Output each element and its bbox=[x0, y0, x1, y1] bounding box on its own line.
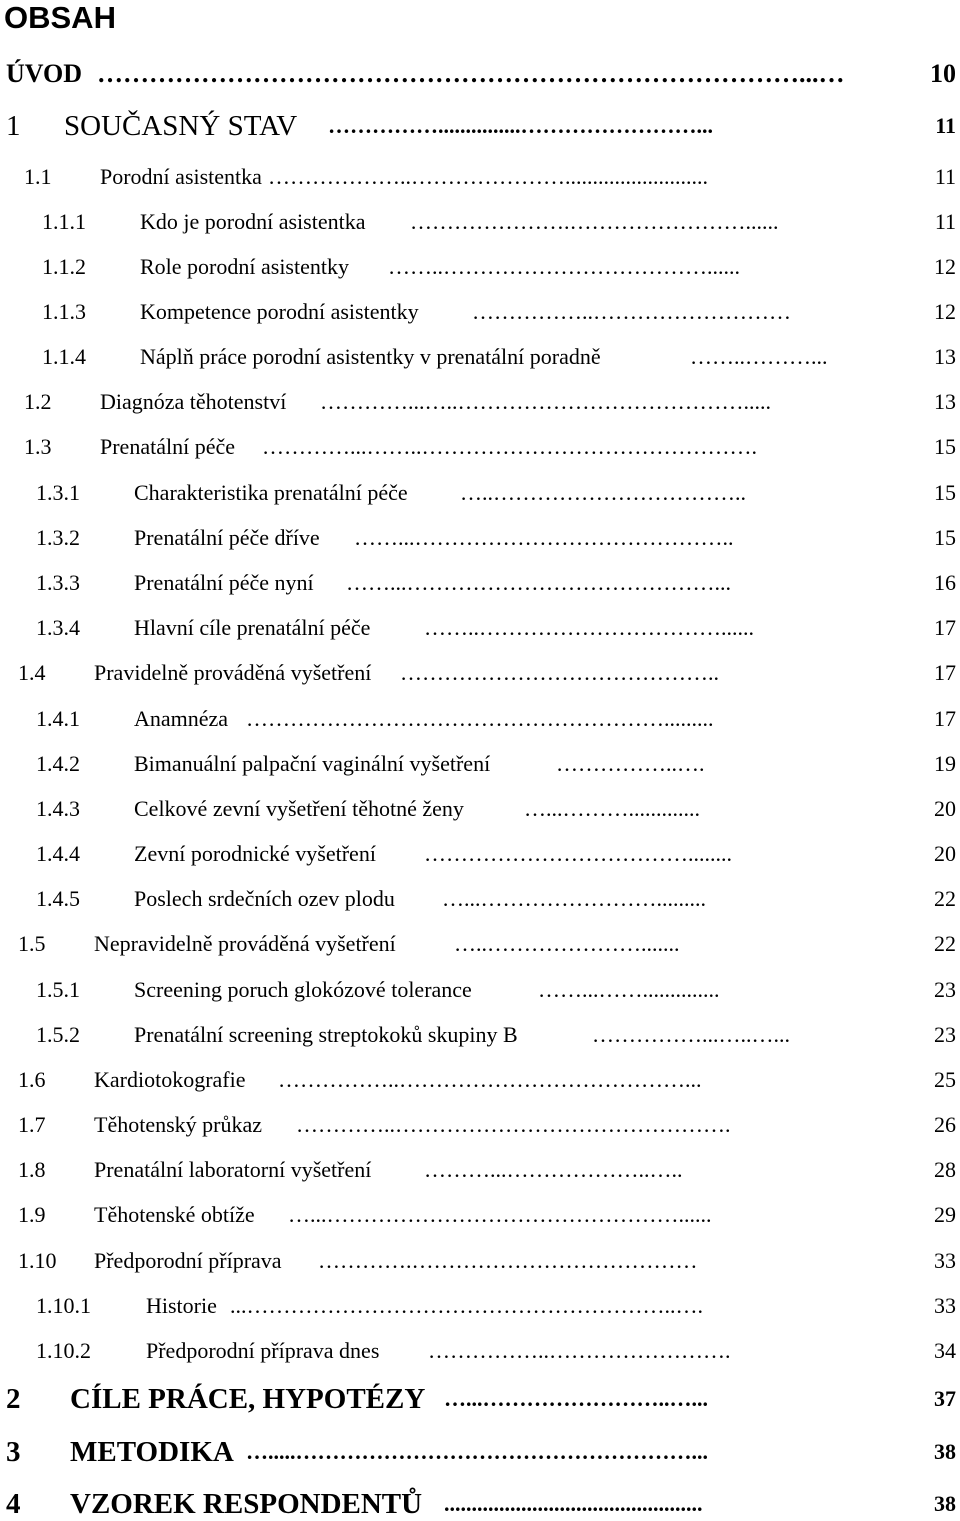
toc-entry-title: Prenatální péče bbox=[100, 434, 235, 459]
toc-page-number: 22 bbox=[934, 886, 956, 911]
toc-entry-title: Bimanuální palpační vaginální vyšetření bbox=[134, 751, 491, 776]
toc-page-number: 15 bbox=[934, 434, 956, 459]
toc-entry-title: Náplň práce porodní asistentky v prenatální poradně bbox=[140, 344, 601, 369]
toc-entry-title: Historie bbox=[146, 1293, 217, 1318]
toc-page-number: 33 bbox=[934, 1293, 956, 1318]
toc-page-number: 23 bbox=[934, 977, 956, 1002]
toc-page-number: 15 bbox=[934, 525, 956, 550]
toc-entry-number: 1.4.3 bbox=[36, 796, 80, 821]
toc-leader: …………...……..………………………………………. bbox=[262, 434, 757, 459]
toc-page-number: 13 bbox=[934, 344, 956, 369]
toc-entry-number: 1.9 bbox=[18, 1202, 46, 1227]
toc-entry-number: 1.3 bbox=[24, 434, 52, 459]
toc-leader: ……..………... bbox=[690, 344, 828, 369]
toc-entry-number: 1.1 bbox=[24, 164, 52, 189]
toc-leader: ……………..…………………………………... bbox=[278, 1067, 702, 1092]
toc-entry-number: 3 bbox=[6, 1436, 21, 1468]
toc-leader: …………………………………….. bbox=[400, 660, 719, 685]
toc-leader: ...…………………………………………………..…. bbox=[230, 1293, 703, 1318]
toc-leader: …...……………………..…... bbox=[444, 1386, 708, 1411]
toc-page-number: 37 bbox=[934, 1386, 956, 1411]
toc-entry-number: 1.8 bbox=[18, 1157, 46, 1182]
toc-entry-title: Poslech srdečních ozev plodu bbox=[134, 886, 395, 911]
toc-leader: …...…………………………………………...... bbox=[288, 1202, 712, 1227]
toc-entry-number: 1.4.1 bbox=[36, 706, 80, 731]
toc-page-number: 17 bbox=[934, 660, 956, 685]
toc-entry-title: Prenatální screening streptokoků skupiny B bbox=[134, 1022, 518, 1047]
toc-entry-title: Charakteristika prenatální péče bbox=[134, 480, 408, 505]
toc-entry-title: Předporodní příprava bbox=[94, 1248, 282, 1273]
toc-page-number: 17 bbox=[934, 706, 956, 731]
toc-entry-number: 1.10.1 bbox=[36, 1293, 91, 1318]
toc-entry-title: Nepravidelně prováděná vyšetření bbox=[94, 931, 396, 956]
toc-entry-number: 1.2 bbox=[24, 389, 52, 414]
toc-entry-title: Prenatální laboratorní vyšetření bbox=[94, 1157, 372, 1182]
toc-entry-number: 1.7 bbox=[18, 1112, 46, 1137]
toc-entry-title: Kdo je porodní asistentka bbox=[140, 209, 366, 234]
toc-entry-title: CÍLE PRÁCE, HYPOTÉZY bbox=[70, 1383, 426, 1415]
toc-page-number: 22 bbox=[934, 931, 956, 956]
toc-entry-number: 1.1.4 bbox=[42, 344, 86, 369]
toc-entry-title: Celkové zevní vyšetření těhotné ženy bbox=[134, 796, 464, 821]
toc-leader: ……..……………………………...... bbox=[424, 615, 754, 640]
toc-entry-title: Prenatální péče nyní bbox=[134, 570, 314, 595]
toc-page-number: 17 bbox=[934, 615, 956, 640]
toc-entry-number: 2 bbox=[6, 1383, 21, 1415]
toc-entry-title: Kardiotokografie bbox=[94, 1067, 246, 1092]
toc-entry-number: 1.4.2 bbox=[36, 751, 80, 776]
toc-page-number: 15 bbox=[934, 480, 956, 505]
toc-page-number: 12 bbox=[934, 254, 956, 279]
toc-page-number: 25 bbox=[934, 1067, 956, 1092]
toc-leader: ………………………………………………………………………...… bbox=[97, 59, 845, 88]
toc-entry-number: 1.3.2 bbox=[36, 525, 80, 550]
toc-entry-number: 1.4.4 bbox=[36, 841, 80, 866]
toc-page-number: 11 bbox=[935, 113, 956, 138]
toc-leader: ………….………………………………… bbox=[318, 1248, 698, 1273]
toc-leader: ……...……………………………………... bbox=[346, 570, 731, 595]
toc-entry-title: METODIKA bbox=[70, 1436, 234, 1468]
toc-page-number: 33 bbox=[934, 1248, 956, 1273]
toc-page-number: 11 bbox=[934, 164, 956, 189]
toc-entry-number: 1.6 bbox=[18, 1067, 46, 1092]
toc-entry-title: Těhotenský průkaz bbox=[94, 1112, 262, 1137]
toc-entry-title: Prenatální péče dříve bbox=[134, 525, 320, 550]
toc-entry-title: Diagnóza těhotenství bbox=[100, 389, 287, 414]
page-title: OBSAH bbox=[4, 0, 116, 35]
toc-entry-title: Screening poruch glokózové tolerance bbox=[134, 977, 472, 1002]
toc-entry-number: 1.5 bbox=[18, 931, 46, 956]
toc-page-number: 23 bbox=[934, 1022, 956, 1047]
toc-entry-number: 1 bbox=[6, 110, 21, 142]
toc-leader: …………..………………………………………. bbox=[296, 1112, 731, 1137]
toc-page-number: 28 bbox=[934, 1157, 956, 1182]
toc-entry-number: 1.5.1 bbox=[36, 977, 80, 1002]
toc-leader: ………...………………..….. bbox=[424, 1157, 683, 1182]
toc-page-number: 38 bbox=[934, 1439, 956, 1464]
toc-leader: ………………………………........ bbox=[424, 841, 732, 866]
toc-leader: ……………...…..…... bbox=[592, 1022, 790, 1047]
toc-leader: …..…………………………….. bbox=[460, 480, 746, 505]
toc-leader: …………...…..…………………………………..... bbox=[320, 389, 771, 414]
toc-leader: ……………...............……………………... bbox=[328, 113, 713, 138]
toc-entry-title: Předporodní příprava dnes bbox=[146, 1338, 380, 1363]
toc-page-number: 29 bbox=[934, 1202, 956, 1227]
toc-page-number: 10 bbox=[930, 59, 956, 88]
toc-leader: …..…………………....... bbox=[454, 931, 680, 956]
toc-entry-number: 1.3.3 bbox=[36, 570, 80, 595]
toc-leader: ……………..…. bbox=[556, 751, 705, 776]
toc-entry-title: SOUČASNÝ STAV bbox=[64, 110, 298, 142]
toc-entry-title: Těhotenské obtíže bbox=[94, 1202, 255, 1227]
toc-entry-number: 1.3.1 bbox=[36, 480, 80, 505]
toc-entry-number: 1.4.5 bbox=[36, 886, 80, 911]
toc-entry-number: 1.4 bbox=[18, 660, 46, 685]
toc-leader: ……...…….............. bbox=[538, 977, 720, 1002]
toc-entry-title: Hlavní cíle prenatální péče bbox=[134, 615, 371, 640]
toc-page-number: 16 bbox=[934, 570, 956, 595]
toc-entry-title: Anamnéza bbox=[134, 706, 229, 731]
toc-leader: ………………..………………….......................... bbox=[268, 164, 708, 189]
toc-entry-number: 1.1.1 bbox=[42, 209, 86, 234]
toc-entry-title: Role porodní asistentky bbox=[140, 254, 349, 279]
toc-entry-number: 1.10.2 bbox=[36, 1338, 91, 1363]
toc-page-number: 20 bbox=[934, 796, 956, 821]
toc-page-number: 26 bbox=[934, 1112, 956, 1137]
toc-entry-title: Porodní asistentka bbox=[100, 164, 262, 189]
toc-page-number: 12 bbox=[934, 299, 956, 324]
toc-entry-number: 1.5.2 bbox=[36, 1022, 80, 1047]
toc-leader: ……..………………………………...... bbox=[388, 254, 740, 279]
toc-leader: …...………............. bbox=[524, 796, 700, 821]
toc-leader: ….....………………………………………………... bbox=[246, 1439, 708, 1464]
toc-entry-title: Zevní porodnické vyšetření bbox=[134, 841, 376, 866]
toc-entry-title: Pravidelně prováděná vyšetření bbox=[94, 660, 372, 685]
toc-page-number: 38 bbox=[934, 1491, 956, 1516]
toc-leader: ……………..……………………. bbox=[428, 1338, 731, 1363]
toc-leader: …………………………………………………......... bbox=[246, 706, 714, 731]
toc-page-number: 34 bbox=[934, 1338, 956, 1363]
toc-page-number: 19 bbox=[934, 751, 956, 776]
toc-page-number: 11 bbox=[934, 209, 956, 234]
toc-leader: ............................................... bbox=[444, 1491, 703, 1516]
toc-leader: …...……………………......... bbox=[442, 886, 706, 911]
toc-leader: ……...…………………………………….. bbox=[354, 525, 734, 550]
toc-entry-number: 1.10 bbox=[18, 1248, 57, 1273]
toc-entry-number: 1.1.3 bbox=[42, 299, 86, 324]
toc-page-number: 13 bbox=[934, 389, 956, 414]
toc-leader: ……………..……………………… bbox=[472, 299, 791, 324]
toc-entry-number: 1.1.2 bbox=[42, 254, 86, 279]
toc-entry-title: VZOREK RESPONDENTŮ bbox=[70, 1488, 423, 1520]
toc-entry-number: 1.3.4 bbox=[36, 615, 80, 640]
toc-leader: ………………….……………………...... bbox=[410, 209, 779, 234]
toc-page-number: 20 bbox=[934, 841, 956, 866]
toc-entry-number: 4 bbox=[6, 1488, 21, 1520]
toc-entry-title: ÚVOD bbox=[6, 59, 83, 88]
toc-entry-title: Kompetence porodní asistentky bbox=[140, 299, 419, 324]
